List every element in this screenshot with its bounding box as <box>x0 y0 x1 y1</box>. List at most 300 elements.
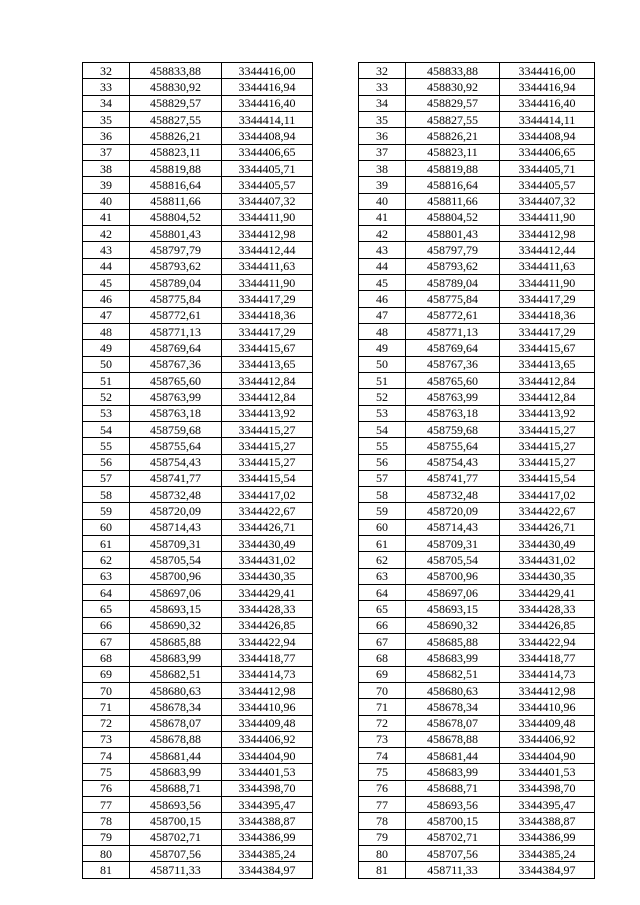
right-point-number-cell: 44 <box>359 258 406 274</box>
left-y-coordinate-cell: 3344412,84 <box>222 389 313 405</box>
left-x-coordinate-cell: 458830,92 <box>130 79 222 95</box>
right-x-coordinate-cell: 458767,36 <box>406 356 500 372</box>
left-y-coordinate-cell: 3344412,44 <box>222 242 313 258</box>
right-y-coordinate-cell: 3344414,73 <box>500 666 595 682</box>
left-x-coordinate-cell: 458765,60 <box>130 372 222 388</box>
left-x-coordinate-cell: 458700,96 <box>130 568 222 584</box>
right-y-coordinate-cell: 3344413,92 <box>500 405 595 421</box>
left-x-coordinate-cell: 458709,31 <box>130 536 222 552</box>
left-y-coordinate-cell: 3344426,85 <box>222 617 313 633</box>
right-x-coordinate-cell: 458827,55 <box>406 111 500 127</box>
right-x-coordinate-cell: 458681,44 <box>406 748 500 764</box>
left-x-coordinate-cell: 458711,33 <box>130 862 222 878</box>
left-point-number-cell: 40 <box>83 193 130 209</box>
right-y-coordinate-cell: 3344415,67 <box>500 340 595 356</box>
left-y-coordinate-cell: 3344415,54 <box>222 470 313 486</box>
left-y-coordinate-cell: 3344405,71 <box>222 160 313 176</box>
left-x-coordinate-cell: 458793,62 <box>130 258 222 274</box>
right-x-coordinate-cell: 458816,64 <box>406 177 500 193</box>
right-x-coordinate-cell: 458714,43 <box>406 519 500 535</box>
table-row <box>83 846 595 862</box>
right-x-coordinate-cell: 458772,61 <box>406 307 500 323</box>
left-point-number-cell: 57 <box>83 470 130 486</box>
right-x-coordinate-cell: 458771,13 <box>406 324 500 340</box>
right-x-coordinate-cell: 458702,71 <box>406 829 500 845</box>
left-point-number-cell: 58 <box>83 487 130 503</box>
right-point-number-cell: 37 <box>359 144 406 160</box>
left-x-coordinate-cell: 458789,04 <box>130 275 222 291</box>
right-point-number-cell: 71 <box>359 699 406 715</box>
left-x-coordinate-cell: 458707,56 <box>130 846 222 862</box>
left-point-number-cell: 46 <box>83 291 130 307</box>
table-row <box>83 258 595 274</box>
column-gap <box>313 585 359 601</box>
right-point-number-cell: 73 <box>359 731 406 747</box>
right-point-number-cell: 43 <box>359 242 406 258</box>
right-y-coordinate-cell: 3344412,84 <box>500 389 595 405</box>
left-x-coordinate-cell: 458759,68 <box>130 421 222 437</box>
right-y-coordinate-cell: 3344415,54 <box>500 470 595 486</box>
left-point-number-cell: 61 <box>83 536 130 552</box>
right-x-coordinate-cell: 458811,66 <box>406 193 500 209</box>
left-point-number-cell: 73 <box>83 731 130 747</box>
right-x-coordinate-cell: 458763,99 <box>406 389 500 405</box>
left-point-number-cell: 49 <box>83 340 130 356</box>
right-y-coordinate-cell: 3344388,87 <box>500 813 595 829</box>
table-row <box>83 356 595 372</box>
table-row <box>83 144 595 160</box>
left-point-number-cell: 77 <box>83 797 130 813</box>
table-row <box>83 324 595 340</box>
right-point-number-cell: 63 <box>359 568 406 584</box>
left-y-coordinate-cell: 3344413,65 <box>222 356 313 372</box>
table-row <box>83 617 595 633</box>
right-x-coordinate-cell: 458732,48 <box>406 487 500 503</box>
left-y-coordinate-cell: 3344422,94 <box>222 633 313 649</box>
column-gap <box>313 699 359 715</box>
right-point-number-cell: 42 <box>359 226 406 242</box>
right-y-coordinate-cell: 3344416,40 <box>500 95 595 111</box>
left-y-coordinate-cell: 3344417,29 <box>222 291 313 307</box>
column-gap <box>313 764 359 780</box>
left-point-number-cell: 36 <box>83 128 130 144</box>
left-point-number-cell: 45 <box>83 275 130 291</box>
right-x-coordinate-cell: 458823,11 <box>406 144 500 160</box>
right-y-coordinate-cell: 3344395,47 <box>500 797 595 813</box>
table-row <box>83 731 595 747</box>
right-point-number-cell: 61 <box>359 536 406 552</box>
right-y-coordinate-cell: 3344408,94 <box>500 128 595 144</box>
column-gap <box>313 405 359 421</box>
left-y-coordinate-cell: 3344385,24 <box>222 846 313 862</box>
column-gap <box>313 454 359 470</box>
right-y-coordinate-cell: 3344431,02 <box>500 552 595 568</box>
table-row <box>83 601 595 617</box>
column-gap <box>313 177 359 193</box>
right-point-number-cell: 49 <box>359 340 406 356</box>
left-point-number-cell: 34 <box>83 95 130 111</box>
right-x-coordinate-cell: 458700,96 <box>406 568 500 584</box>
right-point-number-cell: 77 <box>359 797 406 813</box>
left-point-number-cell: 33 <box>83 79 130 95</box>
left-y-coordinate-cell: 3344388,87 <box>222 813 313 829</box>
table-row <box>83 585 595 601</box>
right-y-coordinate-cell: 3344406,65 <box>500 144 595 160</box>
table-row <box>83 797 595 813</box>
left-x-coordinate-cell: 458763,99 <box>130 389 222 405</box>
left-y-coordinate-cell: 3344412,98 <box>222 226 313 242</box>
right-point-number-cell: 80 <box>359 846 406 862</box>
right-point-number-cell: 58 <box>359 487 406 503</box>
right-x-coordinate-cell: 458769,64 <box>406 340 500 356</box>
left-y-coordinate-cell: 3344384,97 <box>222 862 313 878</box>
table-row <box>83 128 595 144</box>
right-x-coordinate-cell: 458759,68 <box>406 421 500 437</box>
column-gap <box>313 519 359 535</box>
right-point-number-cell: 40 <box>359 193 406 209</box>
right-y-coordinate-cell: 3344415,27 <box>500 421 595 437</box>
table-row <box>83 307 595 323</box>
left-point-number-cell: 71 <box>83 699 130 715</box>
left-y-coordinate-cell: 3344415,67 <box>222 340 313 356</box>
column-gap <box>313 846 359 862</box>
left-point-number-cell: 63 <box>83 568 130 584</box>
right-x-coordinate-cell: 458680,63 <box>406 682 500 698</box>
left-point-number-cell: 69 <box>83 666 130 682</box>
left-point-number-cell: 32 <box>83 63 130 79</box>
right-point-number-cell: 69 <box>359 666 406 682</box>
right-y-coordinate-cell: 3344415,27 <box>500 438 595 454</box>
left-y-coordinate-cell: 3344404,90 <box>222 748 313 764</box>
left-x-coordinate-cell: 458700,15 <box>130 813 222 829</box>
table-row <box>83 666 595 682</box>
right-point-number-cell: 70 <box>359 682 406 698</box>
left-point-number-cell: 70 <box>83 682 130 698</box>
left-point-number-cell: 43 <box>83 242 130 258</box>
left-point-number-cell: 79 <box>83 829 130 845</box>
left-y-coordinate-cell: 3344406,92 <box>222 731 313 747</box>
left-x-coordinate-cell: 458769,64 <box>130 340 222 356</box>
right-point-number-cell: 53 <box>359 405 406 421</box>
table-row <box>83 682 595 698</box>
right-x-coordinate-cell: 458683,99 <box>406 650 500 666</box>
left-x-coordinate-cell: 458826,21 <box>130 128 222 144</box>
right-x-coordinate-cell: 458678,34 <box>406 699 500 715</box>
column-gap <box>313 128 359 144</box>
column-gap <box>313 372 359 388</box>
right-point-number-cell: 59 <box>359 503 406 519</box>
left-point-number-cell: 51 <box>83 372 130 388</box>
left-x-coordinate-cell: 458685,88 <box>130 633 222 649</box>
right-x-coordinate-cell: 458755,64 <box>406 438 500 454</box>
left-y-coordinate-cell: 3344405,57 <box>222 177 313 193</box>
column-gap <box>313 79 359 95</box>
left-x-coordinate-cell: 458741,77 <box>130 470 222 486</box>
left-x-coordinate-cell: 458682,51 <box>130 666 222 682</box>
column-gap <box>313 536 359 552</box>
right-y-coordinate-cell: 3344386,99 <box>500 829 595 845</box>
column-gap <box>313 601 359 617</box>
left-x-coordinate-cell: 458697,06 <box>130 585 222 601</box>
column-gap <box>313 650 359 666</box>
right-y-coordinate-cell: 3344406,92 <box>500 731 595 747</box>
right-x-coordinate-cell: 458700,15 <box>406 813 500 829</box>
left-y-coordinate-cell: 3344416,94 <box>222 79 313 95</box>
left-point-number-cell: 81 <box>83 862 130 878</box>
column-gap <box>313 193 359 209</box>
left-y-coordinate-cell: 3344431,02 <box>222 552 313 568</box>
left-x-coordinate-cell: 458763,18 <box>130 405 222 421</box>
right-point-number-cell: 72 <box>359 715 406 731</box>
right-x-coordinate-cell: 458711,33 <box>406 862 500 878</box>
left-y-coordinate-cell: 3344409,48 <box>222 715 313 731</box>
column-gap <box>313 209 359 225</box>
right-y-coordinate-cell: 3344430,35 <box>500 568 595 584</box>
table-row <box>83 552 595 568</box>
column-gap <box>313 633 359 649</box>
right-y-coordinate-cell: 3344401,53 <box>500 764 595 780</box>
right-x-coordinate-cell: 458754,43 <box>406 454 500 470</box>
left-point-number-cell: 39 <box>83 177 130 193</box>
right-point-number-cell: 66 <box>359 617 406 633</box>
right-y-coordinate-cell: 3344411,63 <box>500 258 595 274</box>
right-point-number-cell: 65 <box>359 601 406 617</box>
right-y-coordinate-cell: 3344409,48 <box>500 715 595 731</box>
right-y-coordinate-cell: 3344416,94 <box>500 79 595 95</box>
column-gap <box>313 389 359 405</box>
right-y-coordinate-cell: 3344422,67 <box>500 503 595 519</box>
left-point-number-cell: 38 <box>83 160 130 176</box>
right-y-coordinate-cell: 3344418,77 <box>500 650 595 666</box>
left-x-coordinate-cell: 458678,88 <box>130 731 222 747</box>
table-row <box>83 650 595 666</box>
right-y-coordinate-cell: 3344412,98 <box>500 682 595 698</box>
table-row <box>83 389 595 405</box>
left-point-number-cell: 62 <box>83 552 130 568</box>
left-y-coordinate-cell: 3344422,67 <box>222 503 313 519</box>
left-x-coordinate-cell: 458755,64 <box>130 438 222 454</box>
table-row <box>83 699 595 715</box>
table-row <box>83 291 595 307</box>
right-x-coordinate-cell: 458804,52 <box>406 209 500 225</box>
column-gap <box>313 226 359 242</box>
column-gap <box>313 242 359 258</box>
left-point-number-cell: 37 <box>83 144 130 160</box>
right-x-coordinate-cell: 458688,71 <box>406 780 500 796</box>
left-x-coordinate-cell: 458819,88 <box>130 160 222 176</box>
table-row <box>83 275 595 291</box>
right-point-number-cell: 57 <box>359 470 406 486</box>
table-row <box>83 764 595 780</box>
right-y-coordinate-cell: 3344410,96 <box>500 699 595 715</box>
column-gap <box>313 291 359 307</box>
left-x-coordinate-cell: 458823,11 <box>130 144 222 160</box>
left-point-number-cell: 41 <box>83 209 130 225</box>
left-x-coordinate-cell: 458720,09 <box>130 503 222 519</box>
right-x-coordinate-cell: 458793,62 <box>406 258 500 274</box>
right-x-coordinate-cell: 458720,09 <box>406 503 500 519</box>
right-x-coordinate-cell: 458693,56 <box>406 797 500 813</box>
left-y-coordinate-cell: 3344426,71 <box>222 519 313 535</box>
right-point-number-cell: 47 <box>359 307 406 323</box>
left-x-coordinate-cell: 458801,43 <box>130 226 222 242</box>
right-y-coordinate-cell: 3344417,29 <box>500 324 595 340</box>
left-x-coordinate-cell: 458775,84 <box>130 291 222 307</box>
right-y-coordinate-cell: 3344412,44 <box>500 242 595 258</box>
right-point-number-cell: 48 <box>359 324 406 340</box>
right-point-number-cell: 41 <box>359 209 406 225</box>
table-row <box>83 372 595 388</box>
right-point-number-cell: 79 <box>359 829 406 845</box>
left-y-coordinate-cell: 3344416,40 <box>222 95 313 111</box>
table-row <box>83 454 595 470</box>
left-y-coordinate-cell: 3344411,63 <box>222 258 313 274</box>
right-x-coordinate-cell: 458829,57 <box>406 95 500 111</box>
table-row <box>83 862 595 878</box>
right-x-coordinate-cell: 458678,07 <box>406 715 500 731</box>
column-gap <box>313 617 359 633</box>
table-row <box>83 340 595 356</box>
table-row <box>83 568 595 584</box>
left-point-number-cell: 54 <box>83 421 130 437</box>
left-y-coordinate-cell: 3344386,99 <box>222 829 313 845</box>
right-x-coordinate-cell: 458678,88 <box>406 731 500 747</box>
right-point-number-cell: 34 <box>359 95 406 111</box>
column-gap <box>313 731 359 747</box>
left-x-coordinate-cell: 458771,13 <box>130 324 222 340</box>
column-gap <box>313 307 359 323</box>
left-y-coordinate-cell: 3344417,02 <box>222 487 313 503</box>
left-x-coordinate-cell: 458804,52 <box>130 209 222 225</box>
right-point-number-cell: 50 <box>359 356 406 372</box>
column-gap <box>313 487 359 503</box>
left-y-coordinate-cell: 3344414,11 <box>222 111 313 127</box>
left-x-coordinate-cell: 458688,71 <box>130 780 222 796</box>
left-point-number-cell: 78 <box>83 813 130 829</box>
left-y-coordinate-cell: 3344412,84 <box>222 372 313 388</box>
right-y-coordinate-cell: 3344405,71 <box>500 160 595 176</box>
left-point-number-cell: 67 <box>83 633 130 649</box>
left-x-coordinate-cell: 458816,64 <box>130 177 222 193</box>
left-point-number-cell: 72 <box>83 715 130 731</box>
right-point-number-cell: 76 <box>359 780 406 796</box>
right-y-coordinate-cell: 3344418,36 <box>500 307 595 323</box>
left-y-coordinate-cell: 3344430,49 <box>222 536 313 552</box>
right-y-coordinate-cell: 3344412,98 <box>500 226 595 242</box>
right-y-coordinate-cell: 3344413,65 <box>500 356 595 372</box>
left-y-coordinate-cell: 3344414,73 <box>222 666 313 682</box>
right-x-coordinate-cell: 458682,51 <box>406 666 500 682</box>
right-point-number-cell: 35 <box>359 111 406 127</box>
table-row <box>83 470 595 486</box>
left-y-coordinate-cell: 3344408,94 <box>222 128 313 144</box>
right-y-coordinate-cell: 3344429,41 <box>500 585 595 601</box>
table-row <box>83 226 595 242</box>
left-x-coordinate-cell: 458678,34 <box>130 699 222 715</box>
left-point-number-cell: 44 <box>83 258 130 274</box>
right-point-number-cell: 75 <box>359 764 406 780</box>
left-point-number-cell: 60 <box>83 519 130 535</box>
left-y-coordinate-cell: 3344418,77 <box>222 650 313 666</box>
table-body <box>83 63 595 879</box>
column-gap <box>313 862 359 878</box>
left-y-coordinate-cell: 3344401,53 <box>222 764 313 780</box>
left-y-coordinate-cell: 3344398,70 <box>222 780 313 796</box>
left-x-coordinate-cell: 458683,99 <box>130 764 222 780</box>
left-y-coordinate-cell: 3344395,47 <box>222 797 313 813</box>
right-point-number-cell: 56 <box>359 454 406 470</box>
right-x-coordinate-cell: 458830,92 <box>406 79 500 95</box>
table-row <box>83 780 595 796</box>
right-y-coordinate-cell: 3344411,90 <box>500 209 595 225</box>
column-gap <box>313 63 359 79</box>
right-x-coordinate-cell: 458797,79 <box>406 242 500 258</box>
left-point-number-cell: 50 <box>83 356 130 372</box>
left-y-coordinate-cell: 3344410,96 <box>222 699 313 715</box>
right-x-coordinate-cell: 458707,56 <box>406 846 500 862</box>
right-y-coordinate-cell: 3344416,00 <box>500 63 595 79</box>
column-gap <box>313 258 359 274</box>
right-y-coordinate-cell: 3344412,84 <box>500 372 595 388</box>
left-point-number-cell: 74 <box>83 748 130 764</box>
left-point-number-cell: 42 <box>83 226 130 242</box>
left-y-coordinate-cell: 3344415,27 <box>222 454 313 470</box>
column-gap <box>313 470 359 486</box>
column-gap <box>313 95 359 111</box>
right-point-number-cell: 60 <box>359 519 406 535</box>
right-y-coordinate-cell: 3344426,85 <box>500 617 595 633</box>
right-point-number-cell: 36 <box>359 128 406 144</box>
right-point-number-cell: 54 <box>359 421 406 437</box>
right-y-coordinate-cell: 3344398,70 <box>500 780 595 796</box>
column-gap <box>313 780 359 796</box>
left-y-coordinate-cell: 3344415,27 <box>222 438 313 454</box>
left-y-coordinate-cell: 3344413,92 <box>222 405 313 421</box>
left-x-coordinate-cell: 458693,56 <box>130 797 222 813</box>
left-x-coordinate-cell: 458683,99 <box>130 650 222 666</box>
column-gap <box>313 552 359 568</box>
right-point-number-cell: 64 <box>359 585 406 601</box>
left-y-coordinate-cell: 3344429,41 <box>222 585 313 601</box>
right-x-coordinate-cell: 458693,15 <box>406 601 500 617</box>
right-point-number-cell: 52 <box>359 389 406 405</box>
right-x-coordinate-cell: 458685,88 <box>406 633 500 649</box>
right-point-number-cell: 32 <box>359 63 406 79</box>
left-point-number-cell: 47 <box>83 307 130 323</box>
right-y-coordinate-cell: 3344407,32 <box>500 193 595 209</box>
right-x-coordinate-cell: 458741,77 <box>406 470 500 486</box>
right-x-coordinate-cell: 458819,88 <box>406 160 500 176</box>
left-x-coordinate-cell: 458772,61 <box>130 307 222 323</box>
column-gap <box>313 829 359 845</box>
left-point-number-cell: 55 <box>83 438 130 454</box>
right-point-number-cell: 33 <box>359 79 406 95</box>
column-gap <box>313 275 359 291</box>
right-point-number-cell: 46 <box>359 291 406 307</box>
table-row <box>83 193 595 209</box>
right-y-coordinate-cell: 3344422,94 <box>500 633 595 649</box>
right-point-number-cell: 81 <box>359 862 406 878</box>
table-row <box>83 503 595 519</box>
right-y-coordinate-cell: 3344417,02 <box>500 487 595 503</box>
right-y-coordinate-cell: 3344428,33 <box>500 601 595 617</box>
right-x-coordinate-cell: 458697,06 <box>406 585 500 601</box>
column-gap <box>313 111 359 127</box>
left-x-coordinate-cell: 458829,57 <box>130 95 222 111</box>
left-x-coordinate-cell: 458833,88 <box>130 63 222 79</box>
left-x-coordinate-cell: 458705,54 <box>130 552 222 568</box>
table-row <box>83 715 595 731</box>
